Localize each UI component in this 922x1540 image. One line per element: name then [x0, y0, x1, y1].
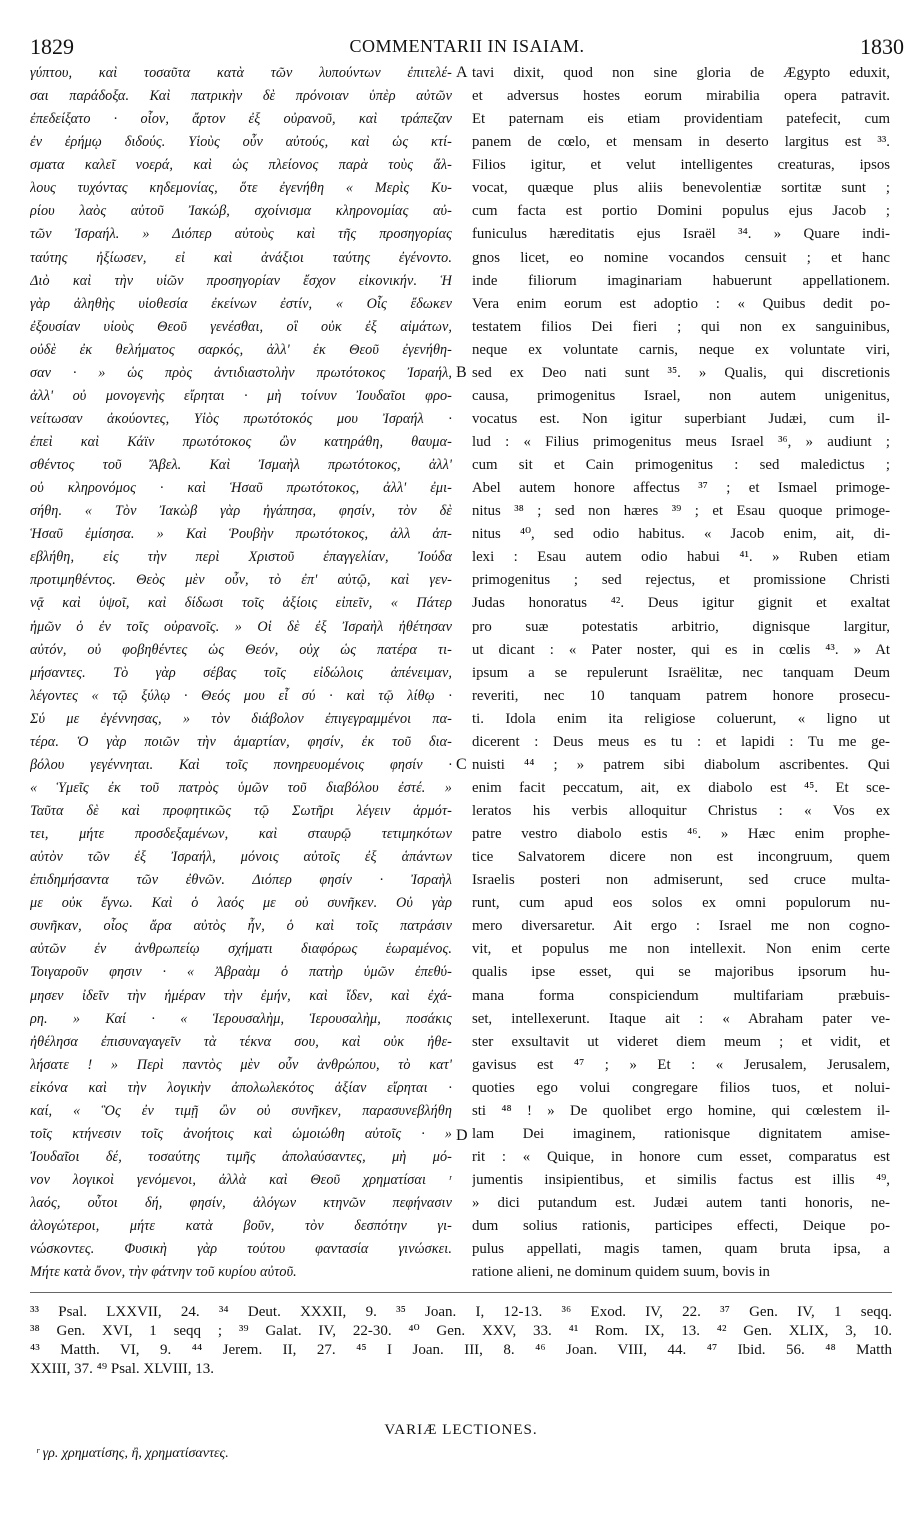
running-header [30, 34, 904, 60]
latin-text-line: mana forma conspiciendum multifariam præbuis- [472, 987, 890, 1004]
page-number-right: 1830 [860, 34, 904, 59]
latin-text-line: sed ex Deo nati sunt ³⁵. » Qualis, qui discretionis [472, 364, 890, 381]
latin-text-line: ipsum a se repulerunt Israëlitæ, nec tanquam Deum [472, 664, 890, 681]
greek-text-line: Ἡσαῦ ἐμίσησα. » Καὶ Ῥουβὴν πρωτότοκος, ἀλλ ἀπ- [30, 526, 452, 543]
greek-text-line: ρίου λαὸς αὐτοῦ Ἰακώβ, σχοίνισμα κληρονομίας αὐ- [30, 203, 452, 220]
greek-text-line: ταύτης ἠξίωσεν, εἰ καὶ ἀνάξιοι ταύτης ἐγένοντο. [30, 249, 452, 266]
latin-text-line: vit, et populus me non intellexit. Non enim certe [472, 941, 890, 958]
greek-text-line: νείτωσαν ἀκούοντες, Υἱὸς πρωτότοκός μου Ἰσραήλ · [30, 410, 452, 427]
greek-text-line: σματα καλεῖ νοερά, καὶ ὡς πλείονος παρὰ τοὺς ἄλ- [30, 157, 452, 174]
variae-lectiones-text: ʳ γρ. χρηματίσης, ἢ, χρηματίσαντες. [36, 1446, 229, 1461]
greek-text-line: συνῆκαν, οἷος ἄρα αὐτὸς ἦν, ὁ καὶ τοῖς πατράσιν [30, 918, 452, 935]
greek-text-line: « Ὑμεῖς ἐκ τοῦ πατρὸς ὑμῶν τοῦ διαβόλου ἐστέ. » [30, 779, 452, 796]
greek-text-line: τέρα. Ὁ γὰρ ποιῶν τὴν ἁμαρτίαν, φησίν, ἐκ τοῦ δια- [30, 733, 452, 750]
greek-text-line: Τοιγαροῦν φησιν · « Ἀβραὰμ ὁ πατὴρ ὑμῶν ἐπεθύ- [30, 964, 452, 981]
greek-text-line: οὐ κληρονόμος · καὶ Ἡσαῦ πρωτότοκος, ἀλλ' ἐμι- [30, 480, 452, 497]
latin-text-line: ster exsultavit ut videret diem meum ; et vidit, et [472, 1033, 890, 1050]
latin-text-line: enim facit peccatum, ait, ex diabolo est ⁴⁵. Et sce- [472, 779, 890, 796]
running-title: COMMENTARII IN ISAIAM. [349, 36, 585, 56]
greek-text-line: γὰρ ἀληθὴς υἱοθεσία ἐκείνων ἐστίν, « Οἷς ἔδωκεν [30, 295, 452, 312]
footnote-line: ³⁸ Gen. XVI, 1 seqq ; ³⁹ Galat. IV, 22-30. ⁴⁰ Gen. XXV, 33. ⁴¹ Rom. IX, 13. ⁴² Gen. XLIX, 3, 10. [30, 1323, 892, 1339]
latin-text-line: nitus ⁴⁰, sed odio habitus. « Jacob enim, ait, di- [472, 526, 890, 543]
greek-text-line: ἡμῶν ὁ ἐν τοῖς οὐρανοῖς. » Οἱ δὲ ἐξ Ἰσραὴλ ἠθέτησαν [30, 618, 452, 635]
latin-text-line: neque ex voluntate carnis, neque ex voluntate viri, [472, 341, 890, 358]
latin-text-line: Et paternam eis etiam providentiam patefecit, cum [472, 111, 890, 128]
greek-text-line: αὐτόν, οὐ φοβηθέντες ὡς Θεόν, οὐχ ὡς πατέρα τι- [30, 641, 452, 658]
margin-letter-a: A [456, 64, 468, 81]
latin-text-line: Vera enim eorum est adoptio : « Quibus dedit po- [472, 295, 890, 312]
footnote-line: ³³ Psal. LXXVII, 24. ³⁴ Deut. XXXII, 9. ³⁵ Joan. I, 12-13. ³⁶ Exod. IV, 22. ³⁷ Gen. IV, 1 seqq. [30, 1304, 892, 1320]
latin-text-line: pulus appellati, magis tamen, quam bruta ipsa, a [472, 1241, 890, 1258]
footnote-line: XXIII, 37. ⁴⁹ Psal. XLVIII, 13. [30, 1361, 215, 1377]
greek-column [30, 62, 452, 1284]
latin-text-line: leratos his verbis alloquitur Christus : « Vos ex [472, 803, 890, 819]
greek-text-line: λαός, οὗτοι δή, φησίν, ἀλόγων κτηνῶν πεφήνασιν [30, 1195, 452, 1212]
greek-text-line: σαν · » ὡς πρὸς ἀντιδιαστολὴν πρωτότοκος Ἰσραήλ, [30, 364, 452, 381]
footnotes [30, 1303, 892, 1379]
greek-text-line: Ἰουδαῖοι δέ, τοσαύτης τιμῆς ἀπολαύσαντες, μὴ μό- [30, 1148, 452, 1165]
greek-text-line: τῶν Ἰσραήλ. » Διόπερ αὐτοὺς καὶ τῆς προσηγορίας [30, 226, 452, 243]
latin-text-line: ratione alieni, ne dominum quidem suum, bovis in [472, 1264, 770, 1281]
latin-text-line: tice Salvatorem dicere non est incongruum, quem [472, 849, 890, 866]
latin-text-line: dicerent : Deus meus es tu : et lapidi : Tu me ge- [472, 733, 890, 750]
greek-text-line: ἐπιδημήσαντα τῶν ἐθνῶν. Διόπερ φησίν · Ἰσραὴλ [30, 872, 452, 889]
greek-text-line: νώσκοντες. Φυσικὴ γὰρ τούτου φαντασία γινώσκει. [30, 1241, 452, 1258]
greek-text-line: με οὐκ ἔγνω. Καὶ ὁ λαός με οὐ συνῆκεν. Οὐ γὰρ [30, 895, 452, 912]
greek-text-line: εβλήθη, εἰς τὴν περὶ Χριστοῦ ἐπαγγελίαν, Ἰούδα [30, 549, 452, 566]
greek-text-line: λους τυχόντας κηδεμονίας, ὅτε ἐγενήθη « Μερὶς Κυ- [30, 180, 452, 197]
latin-text-line: vocat, quæque plus aliis benevolentiæ sortitæ sunt ; [472, 180, 890, 197]
greek-text-line: καί, « Ὃς ἐν τιμῇ ὢν οὐ συνῆκεν, παρασυνεβλήθη [30, 1102, 452, 1119]
greek-text-line: ἠθέλησα ἐπισυναγαγεῖν τὰ τέκνα σου, καὶ οὐκ ἠθε- [30, 1033, 452, 1050]
latin-text-line: vocatus est. Non igitur superbiant Judæi, cum il- [472, 410, 890, 427]
greek-text-line: αὐτῶν ἐν ἀνθρωπείῳ σχήματι διαφόρως ἑωραμένος. [30, 941, 452, 958]
greek-text-line: νον λογικοὶ γενόμενοι, ἀλλὰ καὶ Θεοῦ χρηματίσαι ʳ [30, 1172, 452, 1188]
greek-text-line: μήσαντες. Τὸ γὰρ σέβας τοῖς εἰδώλοις ἀπένειμαν, [30, 664, 452, 681]
greek-text-line: Σύ με ἐγέννησας, » τὸν διάβολον ἐπιγεγραμμένοι πα- [30, 710, 452, 727]
greek-text-line: ἀλογώτεροι, μήτε κατὰ βοῦν, τὸν δεσπότην γι- [30, 1218, 452, 1235]
latin-text-line: gavisus est ⁴⁷ ; » Et : « Jerusalem, Jerusalem, [472, 1056, 890, 1073]
variae-lectiones-heading: VARIÆ LECTIONES. [384, 1422, 538, 1438]
latin-text-line: funiculus hæreditatis ejus Israël ³⁴. » Quare indi- [472, 226, 890, 243]
greek-text-line: τει, μήτε προσδεξαμένων, καὶ σταυρῷ τετιμηκότων [30, 826, 452, 843]
greek-text-line: Ταῦτα δὲ καὶ προφητικῶς τῷ Σωτῆρι λέγειν ἁρμότ- [30, 803, 452, 819]
greek-text-line: λέγοντες « τῷ ξύλῳ · Θεός μου εἶ σύ · καὶ τῷ λίθῳ · [30, 687, 452, 704]
greek-text-line: ἐξουσίαν υἱοὺς Θεοῦ γενέσθαι, οἳ οὐκ ἐξ αἱμάτων, [30, 318, 452, 335]
latin-text-line: ti. Idola enim ita religiose coluerunt, « ligno ut [472, 710, 890, 727]
latin-text-line: sti ⁴⁸ ! » De quolibet ergo homine, qui cœlestem il- [472, 1102, 890, 1119]
latin-text-line: patre vestro diabolo estis ⁴⁶. » Hæc enim prophe- [472, 826, 890, 843]
latin-text-line: tavi dixit, quod non sine gloria de Ægypto eduxit, [472, 65, 890, 81]
latin-text-line: nitus ³⁸ ; sed non hæres ³⁹ ; et Esau quoque primoge- [472, 503, 890, 520]
page-number-left: 1829 [30, 34, 74, 59]
latin-column [472, 62, 890, 1284]
greek-text-line: αὐτὸν τῶν ἐξ Ἰσραήλ, μόνοις αὐτοῖς ἐξ ἁπάντων [30, 849, 452, 866]
footnote-rule [30, 1292, 892, 1293]
latin-text-line: runt, cum apud eos solos ex omni populorum nu- [472, 895, 890, 912]
margin-letter-b: B [456, 364, 467, 381]
greek-text-line: μησεν ἰδεῖν τὴν ἡμέραν τὴν ἐμήν, καὶ ἴδεν, καὶ ἐχά- [30, 987, 452, 1004]
latin-text-line: causa, primogenitus Israel, non autem unigenitus, [472, 387, 890, 404]
latin-text-line: dum solius rationis, participes effecti, Deique po- [472, 1218, 890, 1235]
greek-text-line: βόλου γεγέννηται. Καὶ τοῖς πονηρευομένοις φησίν · [30, 756, 452, 773]
latin-text-line: nuisti ⁴⁴ ; » patrem sibi diabolum ascribentes. Qui [472, 756, 890, 773]
latin-text-line: testatem filios Dei fieri ; qui non ex sanguinibus, [472, 318, 890, 335]
latin-text-line: cum facta est portio Domini populus ejus Jacob ; [472, 203, 890, 220]
latin-text-line: lexi : Esau autem odio habui ⁴¹. » Ruben etiam [472, 549, 890, 566]
latin-text-line: pro suæ potestatis arbitrio, dignisque largitur, [472, 618, 890, 635]
latin-text-line: primogenitus ; sed rejectus, et promissione Christi [472, 572, 890, 589]
latin-text-line: Israelis posteri non admiserunt, sed cruce multa- [472, 872, 890, 889]
latin-text-line: Abel autem honore affectus ³⁷ ; et Ismael primoge- [472, 480, 890, 497]
greek-text-line: ἐπεδείξατο · οἷον, ἄρτον ἐξ οὐρανοῦ, καὶ τράπεζαν [30, 111, 452, 128]
greek-text-line: Μήτε κατὰ ὄνον, τὴν φάτνην τοῦ κυρίου αὐτοῦ. [30, 1264, 297, 1281]
latin-text-line: et adversus hostes eorum mirabilia opera patravit. [472, 88, 890, 105]
latin-text-line: mero diversaretur. Ait ergo : Israel me non cogno- [472, 918, 890, 935]
margin-letter-c: C [456, 756, 467, 773]
latin-text-line: ut dicant : « Pater noster, qui es in cœlis ⁴³. » At [472, 641, 890, 658]
latin-text-line: panem de cœlo, et mensam in deserto largitus est ³³. [472, 134, 890, 151]
latin-text-line: qualis ipse esset, qui se majoribus ipsorum hu- [472, 964, 890, 981]
latin-text-line: lam Dei imaginem, rationisque dignitatem amise- [472, 1125, 890, 1142]
greek-text-line: ἐν ἐρήμῳ διδούς. Υἱοὺς οὖν αὐτούς, καὶ ὡς κτί- [30, 134, 452, 151]
greek-text-line: τοῖς κτήνεσιν τοῖς ἀνοήτοις καὶ ὡμοιώθη αὐτοῖς · » [30, 1125, 452, 1142]
latin-text-line: gnos licet, eo nomine vocandos censuit ; et hanc [472, 249, 890, 266]
greek-text-line: ρη. » Καί · « Ἱερουσαλὴμ, Ἱερουσαλὴμ, ποσάκις [30, 1010, 452, 1027]
margin-letter-d: D [456, 1127, 468, 1144]
latin-text-line: jumentis insipientibus, et similis factus est illis ⁴⁹, [472, 1172, 890, 1188]
latin-text-line: reveriti, nec 10 tanquam patrem honore prosecu- [472, 687, 890, 704]
greek-text-line: ἀλλ' οὐ μονογενὴς εἴρηται · μὴ τοίνυν Ἰουδαῖοι φρο- [30, 387, 452, 404]
greek-text-line: εἰκόνα καὶ τὴν λογικὴν ἀπολωλεκότος ἀξίαν εἴρηται · [30, 1079, 452, 1096]
latin-text-line: inde filiorum imaginariam habuerunt appellationem. [472, 272, 890, 289]
latin-text-line: » dici putandum est. Judæi autem tanti honoris, ne- [472, 1195, 890, 1212]
greek-text-line: οὐδὲ ἐκ θελήματος σαρκός, ἀλλ' ἐκ Θεοῦ ἐγενήθη- [30, 341, 452, 358]
greek-text-line: γύπτου, καὶ τοσαῦτα κατὰ τῶν λυπούντων ἐπιτελέ- [30, 65, 452, 81]
greek-text-line: σθέντος τοῦ Ἄβελ. Καὶ Ἰσμαὴλ πρωτότοκος, ἀλλ' [30, 457, 452, 474]
latin-text-line: Filios igitur, et velut intelligentes creaturas, ipsos [472, 157, 890, 174]
greek-text-line: ἐπεὶ καὶ Κάϊν πρωτότοκος ὢν κατηράθη, θαυμα- [30, 434, 452, 450]
latin-text-line: quoties ego volui congregare filios tuos, et noluі- [472, 1079, 890, 1096]
greek-text-line: Διὸ καὶ τὴν υἱῶν προσηγορίαν ἔσχον εἰκονικήν. Ἡ [30, 272, 452, 289]
latin-text-line: cum sit et Cain primogenitus : sed maledictus ; [472, 457, 890, 474]
greek-text-line: προτιμηθέντος. Θεὸς μὲν οὖν, τὸ ἐπ' αὐτῷ, καὶ γεν- [30, 572, 452, 589]
greek-text-line: λήσατε ! » Περὶ παντὸς μὲν οὖν ἀνθρώπου, τὸ κατ' [30, 1056, 452, 1073]
latin-text-line: set, intellexerunt. Itaque ait : « Abraham pater ve- [472, 1010, 890, 1027]
greek-text-line: νᾷ καὶ ὑψοῖ, καὶ δίδωσι τοῖς ἀξίοις εἰπεῖν, « Πάτερ [30, 595, 452, 612]
greek-text-line: σαι παράδοξα. Καὶ πατρικὴν δὲ πρόνοιαν ὑπὲρ αὐτῶν [30, 88, 452, 105]
footnote-line: ⁴³ Matth. VI, 9. ⁴⁴ Jerem. II, 27. ⁴⁵ I Joan. III, 8. ⁴⁶ Joan. VIII, 44. ⁴⁷ Ibid. 56. ⁴⁸ Matth [30, 1342, 892, 1358]
greek-text-line: σήθη. « Τὸν Ἰακὼβ γὰρ ἠγάπησα, φησίν, τὸν δὲ [30, 503, 452, 520]
latin-text-line: rit : « Quique, in honore cum esset, comparatus est [472, 1148, 890, 1165]
latin-text-line: Judas honoratus ⁴². Deus igitur gignit et exaltat [472, 595, 890, 612]
latin-text-line: lud : « Filius primogenitus meus Israel ³⁶, » audiunt ; [472, 434, 890, 450]
